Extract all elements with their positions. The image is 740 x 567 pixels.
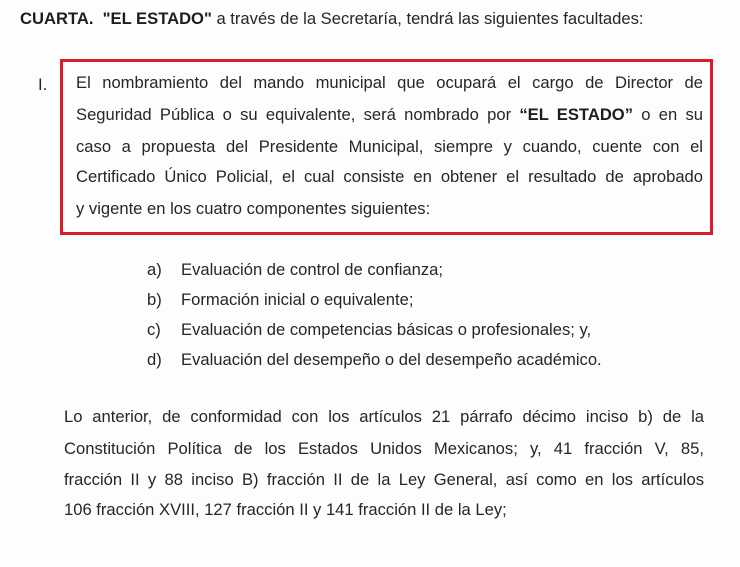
- closing-text-line: Lo anterior, de conformidad con los artículos 21 párrafo décimo inciso b) de la: [64, 407, 704, 426]
- item-text-line: El nombramiento del mando municipal que ocupará el cargo de Director de: [76, 73, 703, 92]
- closing-text-line: fracción II y 88 inciso B) fracción II de la Ley General, así como en los artículos: [64, 470, 704, 489]
- item-marker: I.: [38, 75, 48, 94]
- subitem-text: Formación inicial o equivalente;: [181, 290, 414, 309]
- item-text-line: [76, 105, 703, 125]
- item-text-line: caso a propuesta del Presidente Municipal, siempre y cuando, cuente con el: [76, 137, 703, 156]
- subitem-letter: c): [147, 320, 161, 339]
- item-text-line: y vigente en los cuatro componentes siguientes:: [76, 199, 431, 218]
- item-text-segment: Seguridad Pública o su equivalente, será nombrado por: [76, 105, 520, 124]
- clause-label: CUARTA.: [20, 9, 94, 28]
- subitem-letter: d): [147, 350, 162, 369]
- clause-heading-text: a través de la Secretaría, tendrá las siguientes facultades:: [211, 9, 644, 28]
- clause-heading: [20, 9, 720, 29]
- subitem-text: Evaluación de competencias básicas o profesionales; y,: [181, 320, 592, 339]
- closing-text-line: 106 fracción XVIII, 127 fracción II y 141 fracción II de la Ley;: [64, 500, 507, 519]
- subitem-letter: b): [147, 290, 162, 309]
- subitem-text: Evaluación de control de confianza;: [181, 260, 443, 279]
- clause-entity: "EL ESTADO": [102, 9, 212, 28]
- item-entity: “EL ESTADO”: [519, 105, 634, 124]
- item-text-line: Certificado Único Policial, el cual consiste en obtener el resultado de aprobado: [76, 167, 703, 186]
- closing-text-line: Constitución Política de los Estados Unidos Mexicanos; y, 41 fracción V, 85,: [64, 439, 704, 458]
- item-text-segment: o en su: [633, 105, 703, 124]
- subitem-text: Evaluación del desempeño o del desempeño académico.: [181, 350, 602, 369]
- subitem-letter: a): [147, 260, 162, 279]
